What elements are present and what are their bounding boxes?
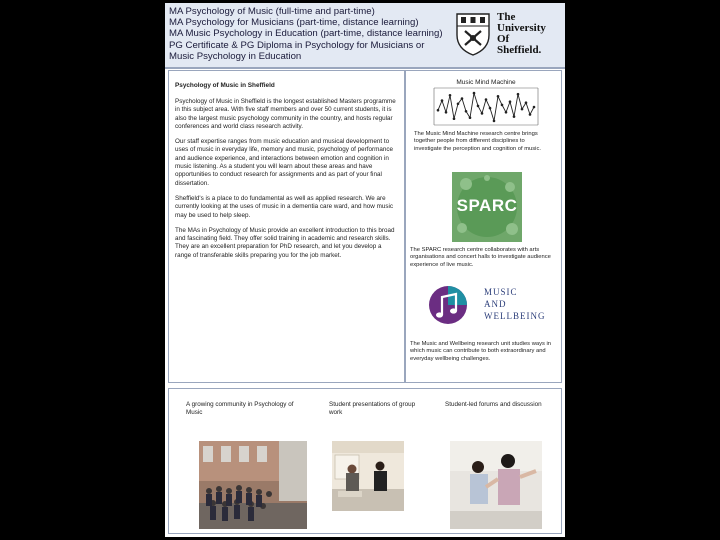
programme-title-line: PG Certificate & PG Diploma in Psychology for Musicians or [169,39,425,51]
discussion-photo [450,441,542,529]
data-point [509,100,512,103]
sparc-wordmark: SPARC [456,196,518,215]
data-point [465,110,468,113]
photo-caption: Student-led forums and discussion [445,401,542,408]
data-point [497,95,500,98]
data-point [521,108,524,111]
photo-strip [168,388,562,534]
research-centres-panel [405,70,562,383]
data-point [533,106,536,109]
data-point [529,113,532,116]
programme-title-line: MA Psychology of Music (full-time and part-time) [169,6,375,17]
data-point [437,109,440,112]
data-point [505,111,508,114]
photo-caption: A growing community in Psychology of Music [186,401,294,417]
data-point [485,98,488,101]
programme-title-line: MA Music Psychology in Education (part-time, distance learning) [169,28,443,40]
data-point [473,92,476,95]
body-paragraph: The MAs in Psychology of Music provide an excellent introduction to this broad and fascinating field. They offer solid training in academic and research skills. They are an excellent preparation for PhD research, and let you develop a range of transferable skills preparing you for the job market. [175,226,395,259]
body-paragraph: Sheffield's is a place to do fundamental as well as applied research. We are currently looking at the uses of music in a dementia care ward, and how music may be used to help sleep. [175,194,394,219]
data-point [461,97,464,100]
section-heading: Psychology of Music in Sheffield [175,82,275,89]
body-paragraph: Psychology of Music in Sheffield is the longest established Masters programme in this subject area. With five staff members and over 50 current students, it is also the largest music psychology community in the country, and hosts regular conferences and world class research activity. [175,98,396,130]
mmm-caption: The Music Mind Machine research centre brings together people from different disciplines to investigate the perception and cognition of music. [414,131,541,152]
photo-caption: Student presentations of group work [329,401,416,417]
data-point [477,105,480,108]
music-note-icon [428,285,468,325]
header-band [165,3,565,69]
group-photo [199,441,307,529]
programme-title-line: Music Psychology in Education [169,50,302,62]
data-point [457,103,460,106]
data-point [441,99,444,102]
sparc-caption: The SPARC research centre collaborates with arts organisations and concert halls to investigate audience experience of live music. [410,247,551,268]
music-mind-machine-logo [430,77,542,129]
data-point [493,120,496,123]
data-point [517,93,520,96]
university-name: The University Of Sheffield. [497,11,546,56]
data-point [525,101,528,104]
mw-caption: The Music and Wellbeing research unit studies ways in which music can contribute to both extraordinary and everyday wellbeing challenges. [410,341,552,362]
data-point [469,116,472,119]
poster-page [165,3,565,537]
data-point [489,107,492,110]
crest-icon [453,11,493,57]
presentation-photo [332,441,404,511]
sparc-logo [452,172,522,242]
data-point [453,117,456,120]
data-point [445,111,448,114]
data-point [501,104,504,107]
data-point [449,94,452,97]
programme-titles [169,6,454,62]
body-paragraph: Our staff expertise ranges from music education and musical development to uses of music in everyday life, memory and music, psychology of performance and audience experience, and interactions between emotion and cognition in music listening. As a student you will learn about these areas and have opportunities to conduct research for assignments and as part of your final dissertation. [175,138,394,187]
data-point [481,112,484,115]
main-text-panel [168,70,405,383]
data-point [513,115,516,118]
university-logo [453,9,558,61]
programme-title-line: MA Psychology for Musicians (part-time, distance learning) [169,17,419,29]
series-line [438,93,534,121]
chart-title: Music Mind Machine [456,79,516,86]
music-and-wellbeing-wordmark: MUSIC AND WELLBEING [484,287,546,321]
